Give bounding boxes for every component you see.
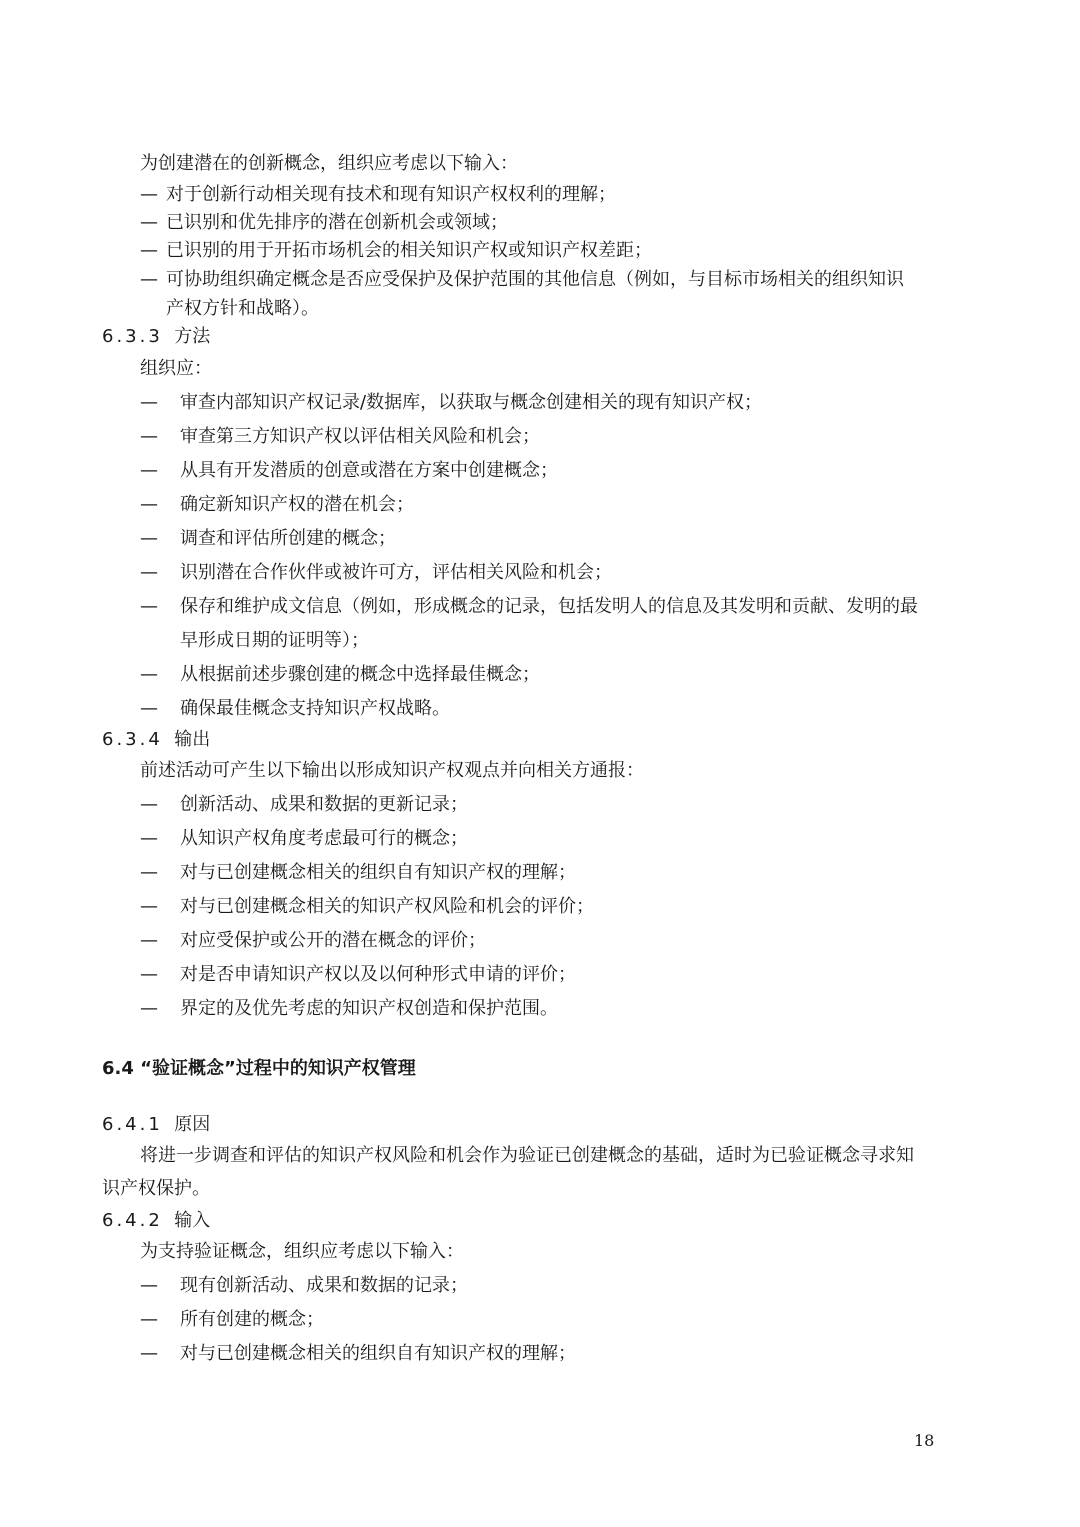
list-dash: — xyxy=(140,240,158,261)
paragraph: 为创建潜在的创新概念，组织应考虑以下输入： xyxy=(140,153,518,174)
list-item: 现有创新活动、成果和数据的记录； xyxy=(180,1275,468,1296)
list-dash: — xyxy=(140,1309,158,1330)
list-item: 调查和评估所创建的概念； xyxy=(180,528,396,549)
list-item: 对与已创建概念相关的知识产权风险和机会的评价； xyxy=(180,896,594,917)
section-title: 方法 xyxy=(174,326,211,347)
paragraph: 将进一步调查和评估的知识产权风险和机会作为验证已创建概念的基础，适时为已验证概念寻求知 xyxy=(140,1145,914,1166)
list-item: 对与已创建概念相关的组织自有知识产权的理解； xyxy=(180,1343,576,1364)
section-number: 6.4.2 xyxy=(102,1210,163,1231)
list-item: 保存和维护成文信息（例如，形成概念的记录，包括发明人的信息及其发明和贡献、发明的最 xyxy=(180,596,918,617)
list-item-continuation: 早形成日期的证明等）； xyxy=(180,630,369,651)
section-title: 输出 xyxy=(174,729,211,750)
list-item: 从根据前述步骤创建的概念中选择最佳概念； xyxy=(180,664,540,685)
list-dash: — xyxy=(140,664,158,685)
list-dash: — xyxy=(140,562,158,583)
paragraph: 前述活动可产生以下输出以形成知识产权观点并向相关方通报： xyxy=(140,760,644,781)
list-dash: — xyxy=(140,392,158,413)
list-item: 确保最佳概念支持知识产权战略。 xyxy=(180,698,450,719)
section-number: 6.3.3 xyxy=(102,326,163,347)
section-number: 6.3.4 xyxy=(102,729,163,750)
list-item: 界定的及优先考虑的知识产权创造和保护范围。 xyxy=(180,998,558,1019)
section-heading-6-4-1 xyxy=(102,1112,210,1138)
list-dash: — xyxy=(140,528,158,549)
list-dash: — xyxy=(140,964,158,985)
section-heading-6-3-3 xyxy=(102,324,210,350)
list-dash: — xyxy=(140,426,158,447)
section-heading-6-4: 6.4 “验证概念”过程中的知识产权管理 xyxy=(102,1058,416,1079)
list-item: 对是否申请知识产权以及以何种形式申请的评价； xyxy=(180,964,576,985)
list-dash: — xyxy=(140,828,158,849)
list-dash: — xyxy=(140,930,158,951)
paragraph-continuation: 识产权保护。 xyxy=(102,1178,210,1199)
list-dash: — xyxy=(140,269,158,290)
list-dash: — xyxy=(140,1275,158,1296)
list-dash: — xyxy=(140,1343,158,1364)
paragraph: 为支持验证概念，组织应考虑以下输入： xyxy=(140,1241,464,1262)
list-item: 从具有开发潜质的创意或潜在方案中创建概念； xyxy=(180,460,558,481)
page-number: 18 xyxy=(914,1431,935,1450)
section-heading-6-3-4 xyxy=(102,727,210,753)
list-item: 识别潜在合作伙伴或被许可方，评估相关风险和机会； xyxy=(180,562,612,583)
list-item: 对应受保护或公开的潜在概念的评价； xyxy=(180,930,486,951)
list-item: 已识别的用于开拓市场机会的相关知识产权或知识产权差距； xyxy=(166,240,652,261)
section-heading-6-4-2 xyxy=(102,1208,210,1234)
list-dash: — xyxy=(140,794,158,815)
list-dash: — xyxy=(140,596,158,617)
list-dash: — xyxy=(140,460,158,481)
section-title: 原因 xyxy=(174,1114,211,1135)
list-item: 审查第三方知识产权以评估相关风险和机会； xyxy=(180,426,540,447)
list-item: 对于创新行动相关现有技术和现有知识产权权利的理解； xyxy=(166,184,616,205)
list-dash: — xyxy=(140,698,158,719)
list-dash: — xyxy=(140,998,158,1019)
list-dash: — xyxy=(140,862,158,883)
list-dash: — xyxy=(140,212,158,233)
paragraph: 组织应： xyxy=(140,358,212,379)
section-number: 6.4.1 xyxy=(102,1114,163,1135)
list-item: 确定新知识产权的潜在机会； xyxy=(180,494,414,515)
list-item-continuation: 产权方针和战略）。 xyxy=(166,298,319,319)
list-item: 对与已创建概念相关的组织自有知识产权的理解； xyxy=(180,862,576,883)
list-item: 可协助组织确定概念是否应受保护及保护范围的其他信息（例如，与目标市场相关的组织知识 xyxy=(166,269,904,290)
list-item: 已识别和优先排序的潜在创新机会或领域； xyxy=(166,212,508,233)
list-item: 创新活动、成果和数据的更新记录； xyxy=(180,794,468,815)
list-dash: — xyxy=(140,896,158,917)
list-dash: — xyxy=(140,184,158,205)
list-dash: — xyxy=(140,494,158,515)
list-item: 审查内部知识产权记录/数据库，以获取与概念创建相关的现有知识产权； xyxy=(180,392,763,413)
list-item: 从知识产权角度考虑最可行的概念； xyxy=(180,828,468,849)
list-item: 所有创建的概念； xyxy=(180,1309,324,1330)
section-title: 输入 xyxy=(174,1210,211,1231)
